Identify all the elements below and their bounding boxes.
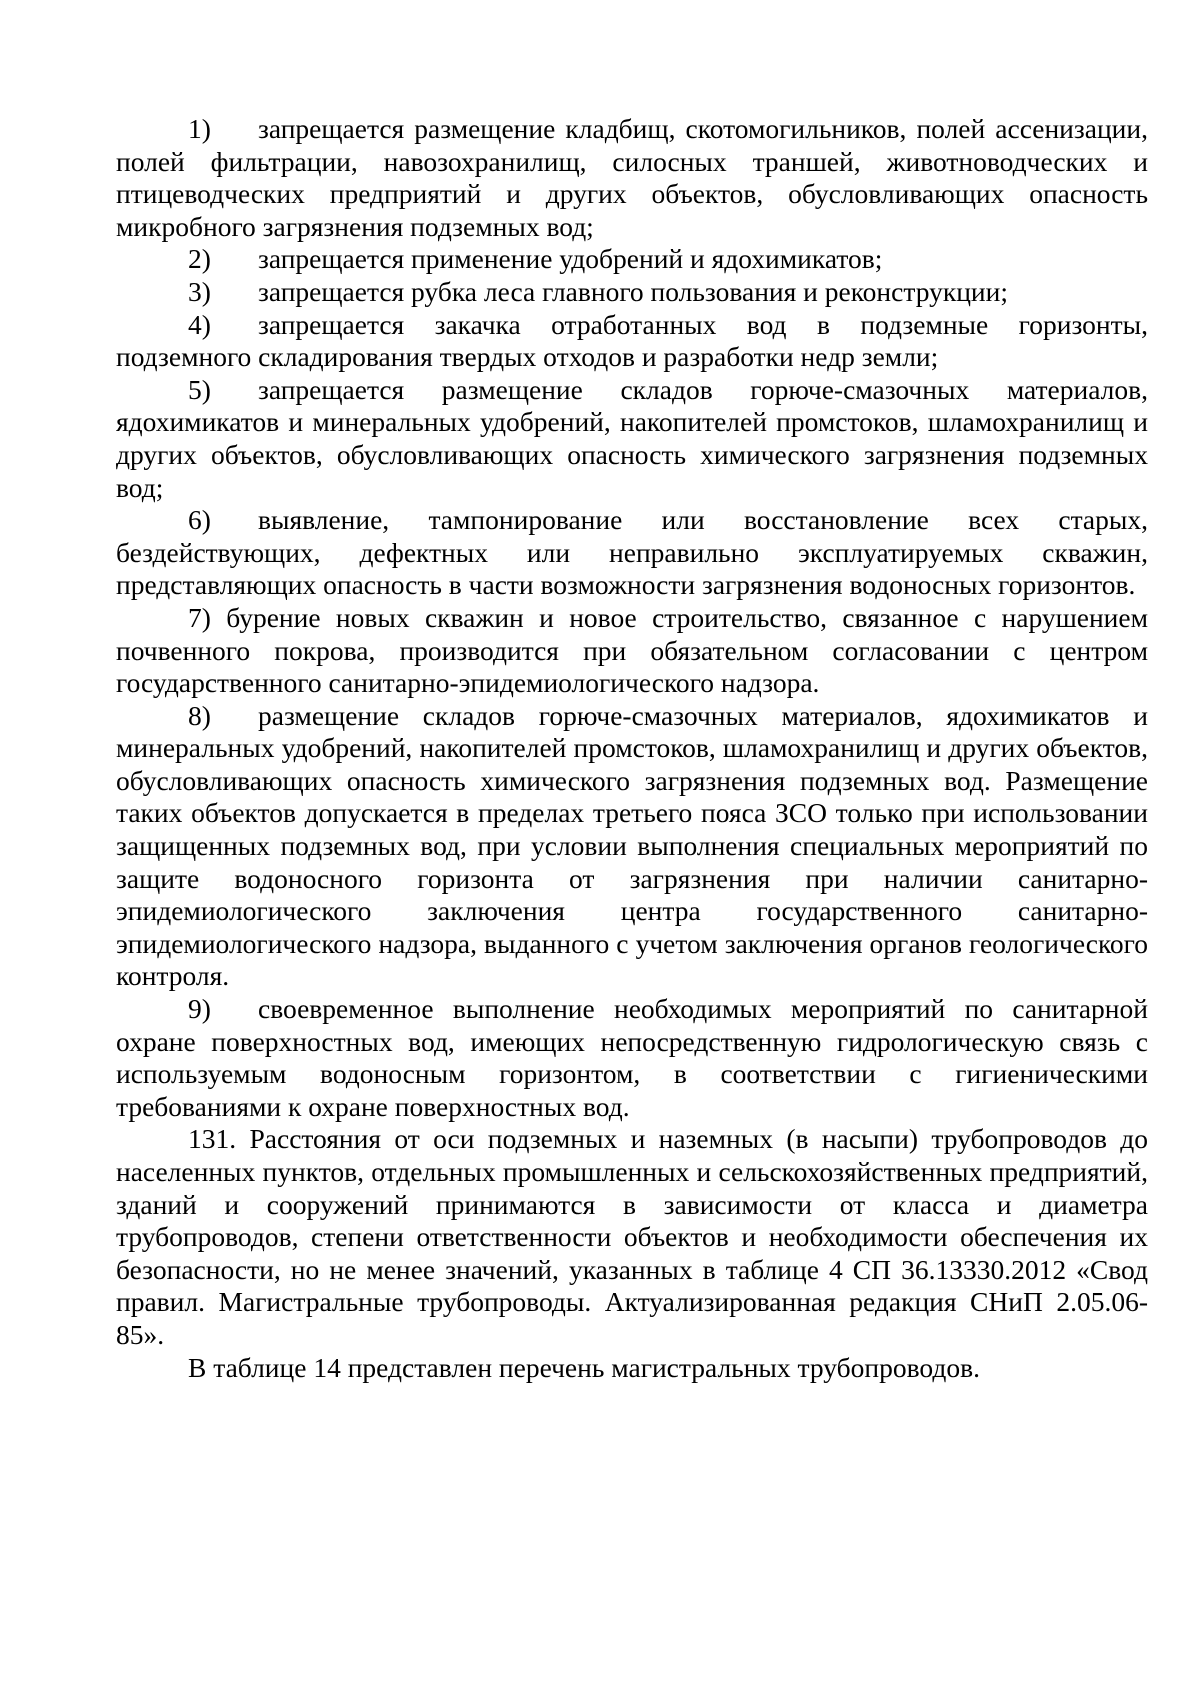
item-text: запрещается закачка отработанных вод в подземные горизонты, подземного складирования твердых отходов и разработки недр земли; xyxy=(116,308,1148,373)
item-text: своевременное выполнение необходимых мероприятий по санитарной охране поверхностных вод, имеющих непосредственную гидрологическую связь с используемым водоносным горизонтом, в соответствии с гигиеническими требованиями к охране поверхностных вод. xyxy=(116,993,1148,1122)
item-number: 6) xyxy=(188,504,211,536)
list-item-9 xyxy=(116,993,1148,1123)
item-text: выявление, тампонирование или восстановление всех старых, бездействующих, дефектных или неправильно эксплуатируемых скважин, представляющих опасность в части возможности загрязнения водоносных горизонтов. xyxy=(116,504,1148,601)
clause-text: Расстояния от оси подземных и наземных (в насыпи) трубопроводов до населенных пунктов, отдельных промышленных и сельскохозяйственных предприятий, зданий и сооружений принимаются в зависимости от класса и диаметра трубопроводов, степени ответственности объектов и необходимости обеспечения их безопасности, но не менее значений, указанных в таблице 4 СП 36.13330.2012 «Свод правил. Магистральные трубопроводы. Актуализированная редакция СНиП 2.05.06-85». xyxy=(116,1123,1149,1350)
document-page xyxy=(116,113,1148,1384)
item-text: запрещается применение удобрений и ядохимикатов; xyxy=(258,243,883,275)
item-number: 5) xyxy=(188,373,211,405)
item-number: 1) xyxy=(188,113,211,144)
item-number: 4) xyxy=(188,308,211,340)
item-text: запрещается рубка леса главного пользования и реконструкции; xyxy=(258,275,1008,307)
item-number: 2) xyxy=(188,243,211,275)
clause-number: 131. xyxy=(188,1123,237,1155)
list-item-7 xyxy=(116,602,1148,700)
item-text: бурение новых скважин и новое строительство, связанное с нарушением почвенного покрова, производится при обязательном согласовании с центром государственного санитарно-эпидемиологического надзора. xyxy=(116,601,1149,699)
item-text: запрещается размещение кладбищ, скотомогильников, полей ассенизации, полей фильтрации, навозохранилищ, силосных траншей, животноводческих и птицеводческих предприятий и других объектов, обусловливающих опасность микробного загрязнения подземных вод; xyxy=(116,113,1148,242)
item-number: 8) xyxy=(188,699,211,731)
list-item-3 xyxy=(116,276,1148,309)
item-number: 3) xyxy=(188,275,211,307)
item-number: 9) xyxy=(188,993,211,1025)
list-item-1 xyxy=(116,113,1148,243)
item-text: размещение складов горюче-смазочных материалов, ядохимикатов и минеральных удобрений, накопителей промстоков, шламохранилищ и других объектов, обусловливающих опасность химического загрязнения подземных вод. Размещение таких объектов допускается в пределах третьего пояса ЗСО только при использовании защищенных подземных вод, при условии выполнения специальных мероприятий по защите водоносного горизонта от загрязнения при наличии санитарно-эпидемиологического заключения центра государственного санитарно-эпидемиологического надзора, выданного с учетом заключения органов геологического контроля. xyxy=(116,699,1148,992)
list-item-6 xyxy=(116,504,1148,602)
list-item-5 xyxy=(116,374,1148,504)
paragraph-text: В таблице 14 представлен перечень магистральных трубопроводов. xyxy=(188,1351,980,1383)
list-item-8 xyxy=(116,700,1148,993)
item-text: запрещается размещение складов горюче-смазочных материалов, ядохимикатов и минеральных удобрений, накопителей промстоков, шламохранилищ и других объектов, обусловливающих опасность химического загрязнения подземных вод; xyxy=(116,373,1148,503)
list-item-4 xyxy=(116,309,1148,374)
clause-131 xyxy=(116,1123,1148,1351)
item-number: 7) xyxy=(188,601,211,633)
table-reference-paragraph xyxy=(116,1352,1148,1385)
list-item-2 xyxy=(116,243,1148,276)
